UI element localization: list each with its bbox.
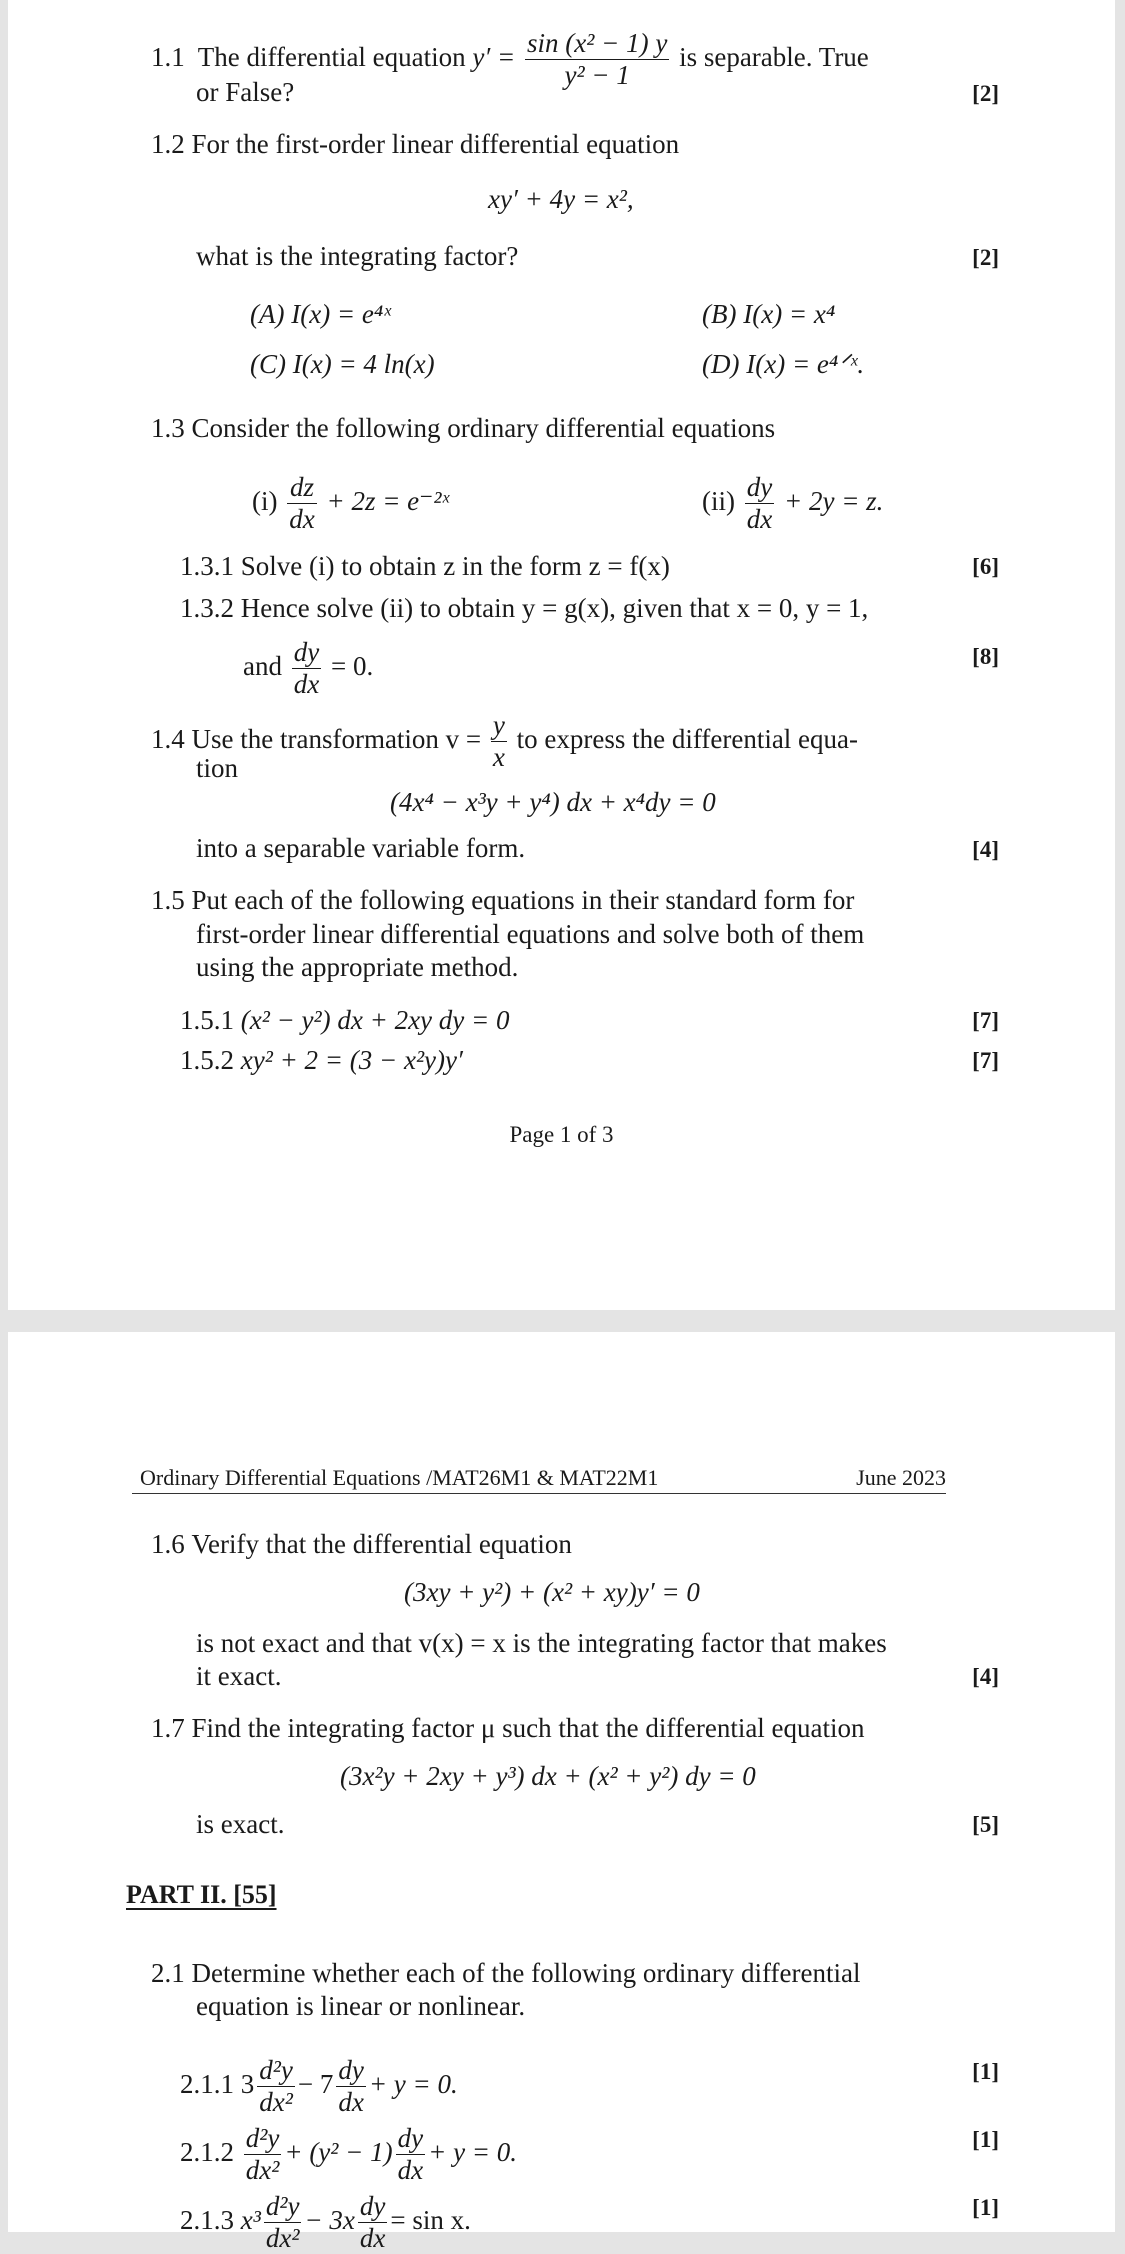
option-d: (D) I(x) = e⁴ᐟˣ. bbox=[702, 349, 865, 379]
question-1-2-line-1: 1.2 For the first-order linear differential equation bbox=[151, 129, 680, 159]
marks-1-2: [2] bbox=[972, 245, 999, 270]
question-1-4-line-1: 1.4 Use the transformation v = $\frac{y}{x}$ to express the differential equa- bbox=[151, 710, 859, 773]
marks-2-1-2: [1] bbox=[972, 2127, 999, 2152]
question-1-7-line-1: 1.7 Find the integrating factor μ such that the differential equation bbox=[151, 1713, 865, 1743]
question-1-3-2-line-1: 1.3.2 Hence solve (ii) to obtain y = g(x), given that x = 0, y = 1, bbox=[180, 593, 869, 623]
question-1-5-line-1: 1.5 Put each of the following equations in their standard form for bbox=[151, 885, 855, 915]
question-2-1-line-2: equation is linear or nonlinear. bbox=[196, 1991, 526, 2021]
question-1-5-2: 1.5.2 xy² + 2 = (3 − x²y)y′ bbox=[180, 1045, 463, 1075]
question-1-1-line-1: 1.1 The differential equation y′ = $\frac{\text{sin (x² − 1) y}}{\text{y² − 1}}$ is separable. True bbox=[151, 28, 869, 91]
equation-1-4: (4x⁴ − x³y + y⁴) dx + x⁴dy = 0 bbox=[390, 787, 716, 817]
equation-1-3-i: (i) $\frac{dz}{dx}$ + 2z = e⁻²ˣ bbox=[252, 472, 450, 535]
question-1-4-line-3: into a separable variable form. bbox=[196, 833, 526, 863]
question-1-3-1: 1.3.1 Solve (i) to obtain z in the form z = f(x) bbox=[180, 551, 670, 581]
running-header bbox=[132, 1465, 946, 1494]
question-2-1-line-1: 2.1 Determine whether each of the following ordinary differential bbox=[151, 1958, 861, 1988]
question-1-3-2-line-2: and $\frac{dy}{dx}$ = 0. bbox=[243, 637, 374, 700]
question-2-1-1: 2.1.1 3 $\frac{\text{d²y}}{\text{dx²}}$ − 7 $\frac{dy}{dx}$ + y = 0. bbox=[180, 2055, 458, 2118]
question-1-5-line-2: first-order linear differential equations and solve both of them bbox=[196, 919, 865, 949]
question-1-6-line-1: 1.6 Verify that the differential equation bbox=[151, 1529, 572, 1559]
header-date: June 2023 bbox=[856, 1465, 946, 1490]
marks-1-4: [4] bbox=[972, 837, 999, 862]
header-course-title: Ordinary Differential Equations /MAT26M1 & MAT22M1 bbox=[140, 1465, 659, 1490]
question-1-1-line-2: or False? bbox=[196, 77, 295, 107]
question-1-6-line-2: is not exact and that v(x) = x is the integrating factor that makes bbox=[196, 1628, 887, 1658]
page-footer: Page 1 of 3 bbox=[509, 1122, 614, 1147]
question-1-4-line-2: tion bbox=[196, 753, 239, 783]
equation-1-7: (3x²y + 2xy + y³) dx + (x² + y²) dy = 0 bbox=[340, 1761, 756, 1791]
option-b: (B) I(x) = x⁴ bbox=[702, 299, 836, 329]
marks-1-1: [2] bbox=[972, 81, 999, 106]
equation-1-6: (3xy + y²) + (x² + xy)y′ = 0 bbox=[404, 1577, 700, 1607]
equation-1-3-ii: (ii) $\frac{dy}{dx}$ + 2y = z. bbox=[702, 472, 884, 535]
marks-1-3-2: [8] bbox=[972, 644, 999, 669]
option-c: (C) I(x) = 4 ln(x) bbox=[250, 349, 435, 379]
marks-1-6: [4] bbox=[972, 1664, 999, 1689]
marks-1-5-2: [7] bbox=[972, 1048, 999, 1073]
question-number: 1.1 bbox=[151, 41, 185, 72]
question-2-1-2: 2.1.2 $\frac{\text{d²y}}{\text{dx²}}$ + (y² − 1) $\frac{dy}{dx}$ + y = 0. bbox=[180, 2123, 518, 2186]
marks-1-7: [5] bbox=[972, 1812, 999, 1837]
question-1-2-line-2: what is the integrating factor? bbox=[196, 241, 519, 271]
equation-1-2: xy′ + 4y = x², bbox=[488, 184, 634, 214]
fraction: $\frac{\text{sin (x² − 1) y}}{\text{y² − 1}}$ bbox=[527, 28, 668, 91]
question-1-6-line-3: it exact. bbox=[196, 1661, 282, 1691]
marks-2-1-3: [1] bbox=[972, 2195, 999, 2220]
part-heading: PART II. [55] bbox=[126, 1880, 277, 1909]
question-1-7-line-2: is exact. bbox=[196, 1809, 285, 1839]
option-a: (A) I(x) = e⁴ˣ bbox=[250, 299, 391, 329]
question-1-5-line-3: using the appropriate method. bbox=[196, 952, 519, 982]
question-1-3-line-1: 1.3 Consider the following ordinary differential equations bbox=[151, 413, 776, 443]
marks-1-5-1: [7] bbox=[972, 1008, 999, 1033]
marks-1-3-1: [6] bbox=[972, 554, 999, 579]
marks-2-1-1: [1] bbox=[972, 2059, 999, 2084]
question-1-5-1: 1.5.1 (x² − y²) dx + 2xy dy = 0 bbox=[180, 1005, 510, 1035]
question-2-1-3: 2.1.3 x³ $\frac{\text{d²y}}{\text{dx²}}$ − 3x $\frac{dy}{dx}$ = sin x. bbox=[180, 2191, 471, 2254]
